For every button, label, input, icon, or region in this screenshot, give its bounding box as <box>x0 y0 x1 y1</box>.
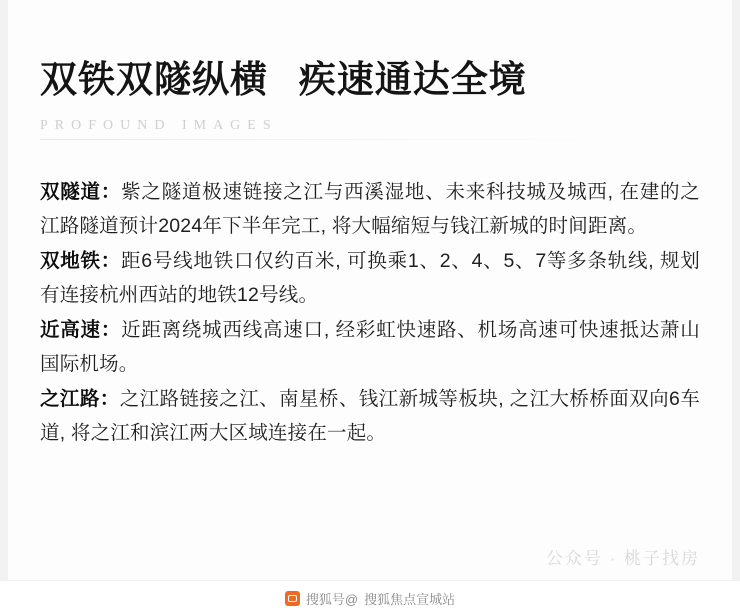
paragraph-lead: 双隧道： <box>40 181 122 204</box>
paragraph-text: 近距离绕城西线高速口, 经彩虹快速路、机场高速可快速抵达萧山国际机场。 <box>40 319 700 375</box>
footer-lead-text: 搜狐号@ <box>305 591 359 607</box>
paragraph-lead: 之江路： <box>40 388 120 411</box>
paragraph-lead: 近高速： <box>40 319 122 342</box>
paragraph-zhijiang-road <box>40 383 700 450</box>
page-edge-left <box>0 0 8 615</box>
page-subtitle <box>40 118 700 136</box>
page-edge-right <box>732 0 740 615</box>
page-title: 双铁双隧纵横 疾速通达全境 <box>40 60 527 101</box>
footer-account-name: 搜狐焦点宣城站 <box>364 591 456 607</box>
footer-attribution <box>285 589 455 608</box>
paragraph-text: 距6号线地铁口仅约百米, 可换乘1、2、4、5、7等多条轨线, 规划有连接杭州西站的地铁12号线。 <box>40 250 700 306</box>
paragraph-text: 紫之隧道极速链接之江与西溪湿地、未来科技城及城西, 在建的之江路隧道预计2024年下半年完工, 将大幅缩短与钱江新城的时间距离。 <box>40 181 700 237</box>
page-subtitle-text: PROFOUND IMAGES <box>40 118 278 134</box>
paragraph-tunnels <box>40 176 700 243</box>
paragraph-highway <box>40 314 700 381</box>
paragraph-metro <box>40 245 700 312</box>
heading-block <box>40 0 700 136</box>
body-block <box>40 176 700 450</box>
paragraph-text: 之江路链接之江、南星桥、钱江新城等板块, 之江大桥桥面双向6车道, 将之江和滨江两大区域连接在一起。 <box>40 388 700 444</box>
watermark: 公众号 · 桃子找房 <box>545 549 700 568</box>
footer-bar <box>0 580 740 615</box>
subtitle-divider <box>40 139 580 140</box>
sohu-logo-icon <box>285 591 300 606</box>
paragraph-lead: 双地铁： <box>40 250 122 273</box>
